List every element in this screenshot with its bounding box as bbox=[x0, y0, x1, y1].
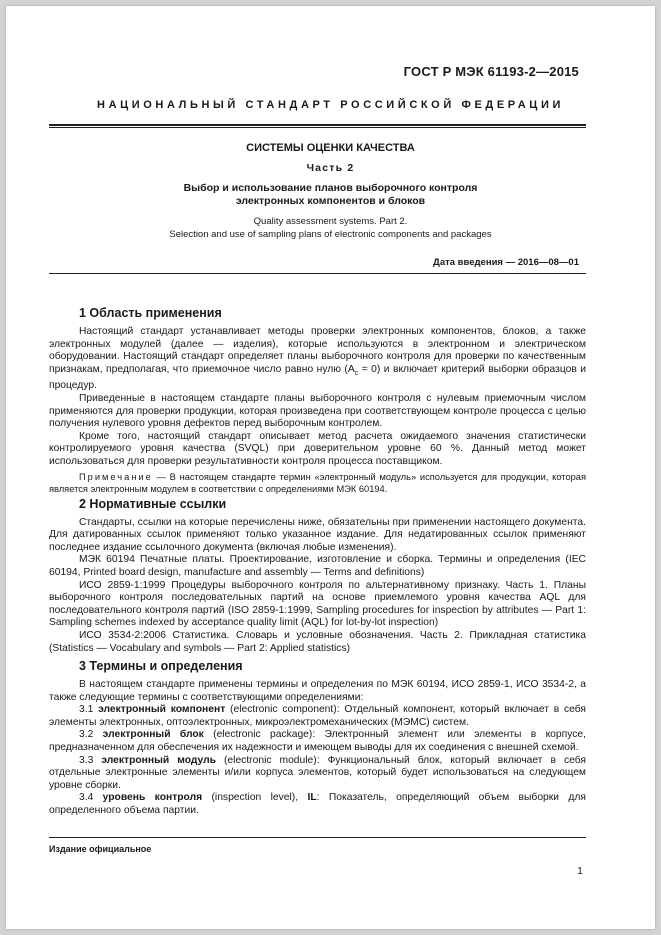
section-3-heading: 3 Термины и определения bbox=[79, 659, 243, 674]
header-rule-thin bbox=[49, 127, 586, 128]
term-3-4: 3.4 уровень контроля (inspection level), IL: Показатель, определяющий объем выборки для определенного объема партии. bbox=[49, 792, 586, 817]
footer-rule bbox=[49, 837, 586, 838]
section-1-paragraph: Приведенные в настоящем стандарте планы выборочного контроля с нулевым приемочным числом применяются для проверки продукции, которая произведена при соответствующем контроле процесса с целью получения нулевого уровня дефектов перед выборочным контролем. bbox=[49, 393, 586, 430]
term-abbreviation: IL bbox=[307, 792, 317, 804]
section-1-paragraph: Кроме того, настоящий стандарт описывает метод расчета ожидаемого значения статистически контролируемого уровня качества (SVQL) при доверительном уровне 60 %. Данный метод может использоваться для проверки результативности контроля процесса поставщиком. bbox=[49, 430, 586, 467]
document-page bbox=[6, 6, 655, 929]
section-2-reference: ИСО 2859-1:1999 Процедуры выборочного контроля по альтернативному признаку. Часть 1. Планы выборочного контроля последовательных партий на основе приемлемого уровня качества AQL для последовательного контроля партий (ISO 2859-1:1999, Sampling procedures for inspection by attributes — Part 1: Sampling schemes indexed by acceptance quality limit (AQL) for lot-by-lot inspection) bbox=[49, 579, 586, 629]
term-3-1: 3.1 электронный компонент (electronic component): Отдельный компонент, который включает в себя элементы электронных, оптоэлектронных, микроэлектромеханических (МЭМС) систем. bbox=[49, 704, 586, 728]
section-1-heading: 1 Область применения bbox=[79, 306, 222, 320]
national-standard-banner: НАЦИОНАЛЬНЫЙ СТАНДАРТ РОССИЙСКОЙ ФЕДЕРАЦИИ bbox=[97, 99, 564, 111]
section-2-paragraph: Стандарты, ссылки на которые перечислены ниже, обязательны при применении настоящего документа. Для датированных ссылок применяют только указанное издание. Для недатированных ссылок применяют последнее издание ссылочного документа (включая любые изменения). bbox=[49, 516, 586, 553]
official-edition-label: Издание официальное bbox=[49, 844, 152, 854]
note-label: Примечание bbox=[79, 471, 153, 482]
note-text: — В настоящем стандарте термин «электронный модуль» используется для продукции, которая является электронным модулем в соответствии с определениями МЭК 60194. bbox=[49, 471, 586, 494]
introduction-date: Дата введения — 2016—08—01 bbox=[433, 257, 579, 268]
term-3-3: 3.3 электронный модуль (electronic module): Функциональный блок, который включает в себя отдельные электронные элементы и/или корпуса элементов, который будет использоваться на следующем уровне сборки. bbox=[49, 754, 586, 791]
subtitle-line: электронных компонентов и блоков bbox=[235, 195, 426, 207]
term-name: электронный модуль bbox=[101, 754, 216, 766]
header-rule-thick bbox=[49, 124, 586, 126]
section-2-reference: ИСО 3534-2:2006 Статистика. Словарь и условные обозначения. Часть 2. Прикладная статистика (Statistics — Vocabulary and symbols — Part 2: Applied statistics) bbox=[49, 629, 586, 654]
term-name: электронный компонент bbox=[98, 704, 226, 716]
date-rule bbox=[49, 273, 586, 274]
document-body bbox=[49, 306, 586, 818]
section-3-paragraph: В настоящем стандарте применены термины и определения по МЭК 60194, ИСО 2859-1, ИСО 3534-2, а также следующие термины с соответствующими определениями: bbox=[49, 679, 586, 703]
term-name: уровень контроля bbox=[102, 792, 203, 804]
document-number: ГОСТ Р МЭК 61193-2—2015 bbox=[403, 64, 579, 79]
english-title-line: Quality assessment systems. Part 2. bbox=[253, 216, 408, 227]
section-2-heading: 2 Нормативные ссылки bbox=[79, 496, 227, 511]
section-1-paragraph: Настоящий стандарт устанавливает методы проверки электронных компонентов, блоков, а также электронных модулей (далее — изделия), которые используются в электронном и электрическом оборудовании. Настоящий стандарт определяет планы выборочного контроля для проверки по качественным признакам, предполагая, что приемочное число равно нулю $(A_c = 0)$ и включает критерий выборки образцов и процедур. bbox=[49, 326, 587, 392]
english-title bbox=[6, 216, 655, 241]
section-1-note bbox=[49, 471, 586, 495]
term-3-2: 3.2 электронный блок (electronic package): Электронный элемент или элементы в корпусе, предназначенном для обеспечения их надежности и имеющем выводы для их соединения с внешней схемой. bbox=[49, 729, 586, 754]
subtitle-line: Выбор и использование планов выборочного контроля bbox=[183, 182, 478, 194]
subscript: c bbox=[354, 369, 359, 377]
standard-title: СИСТЕМЫ ОЦЕНКИ КАЧЕСТВА bbox=[246, 142, 415, 154]
standard-part: Часть 2 bbox=[306, 162, 355, 174]
section-2-reference: МЭК 60194 Печатные платы. Проектирование, изготовление и сборка. Термины и определения (IEC 60194, Printed board design, manufacture and assembly — Terms and definitions) bbox=[49, 554, 586, 578]
term-name: электронный блок bbox=[102, 729, 204, 741]
english-title-line: Selection and use of sampling plans of electronic components and packages bbox=[169, 228, 492, 240]
standard-subtitle bbox=[6, 182, 655, 208]
page-number: 1 bbox=[577, 865, 583, 877]
title-block bbox=[6, 136, 655, 241]
